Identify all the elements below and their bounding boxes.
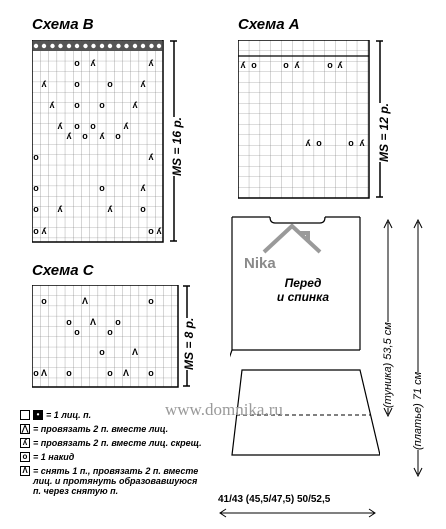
- legend-row-k2tog: [20, 424, 203, 434]
- svg-text:ʎ: ʎ: [305, 138, 311, 148]
- svg-text:Λ: Λ: [81, 296, 89, 306]
- scheme-c-grid: [32, 285, 182, 390]
- tunic-height-label: (туника) 53,5 см: [382, 322, 394, 408]
- svg-text:Λ: Λ: [89, 317, 97, 327]
- svg-text:o: o: [107, 79, 113, 89]
- svg-text:ʎ: ʎ: [66, 131, 72, 141]
- svg-text:o: o: [74, 79, 80, 89]
- scheme-c-ms-label: MS = 8 р.: [182, 317, 196, 370]
- legend-row-k2tog-tbl: [20, 438, 203, 448]
- svg-text:o: o: [74, 58, 80, 68]
- svg-text:ʎ: ʎ: [123, 121, 129, 131]
- svg-text:ʎ: ʎ: [140, 183, 146, 193]
- svg-text:Λ: Λ: [122, 368, 130, 378]
- svg-text:ʎ: ʎ: [240, 60, 246, 70]
- svg-text:ʎ: ʎ: [107, 204, 113, 214]
- svg-text:ʎ: ʎ: [41, 226, 47, 236]
- empty-cell-icon: [20, 410, 30, 420]
- site-watermark: www.domnika.ru: [165, 400, 283, 419]
- svg-text:ʎ: ʎ: [156, 226, 162, 236]
- sk2p-icon: Λ: [20, 466, 30, 476]
- svg-text:o: o: [33, 152, 39, 162]
- svg-text:o: o: [33, 368, 39, 378]
- width-arrow: [218, 508, 378, 518]
- scheme-b-grid: [32, 40, 167, 245]
- legend-row-sk2p: [20, 466, 203, 496]
- svg-text:ʎ: ʎ: [337, 60, 343, 70]
- svg-text:ʎ: ʎ: [148, 58, 154, 68]
- svg-text:o: o: [66, 317, 72, 327]
- svg-text:o: o: [348, 138, 354, 148]
- scheme-a-ms-label: MS = 12 р.: [377, 102, 391, 162]
- svg-text:o: o: [148, 296, 154, 306]
- svg-text:Λ: Λ: [40, 368, 48, 378]
- svg-text:o: o: [316, 138, 322, 148]
- svg-text:ʎ: ʎ: [57, 204, 63, 214]
- legend-text-k2tog-tbl: = провязать 2 п. вместе лиц. скрещ.: [33, 438, 202, 448]
- svg-text:ʎ: ʎ: [132, 100, 138, 110]
- legend-text-sk2p: = снять 1 п., провязать 2 п. вместе лиц. и протянуть образовавшуюся п. через снятую п.: [33, 466, 199, 496]
- svg-text:o: o: [107, 368, 113, 378]
- svg-text:o: o: [74, 327, 80, 337]
- svg-text:o: o: [283, 60, 289, 70]
- scheme-b-ms-label: MS = 16 р.: [170, 116, 184, 176]
- legend-text-k2tog: = провязать 2 п. вместе лиц.: [33, 424, 169, 434]
- svg-text:ʎ: ʎ: [148, 152, 154, 162]
- svg-text:o: o: [82, 131, 88, 141]
- svg-text:ʎ: ʎ: [57, 121, 63, 131]
- svg-text:o: o: [33, 204, 39, 214]
- svg-text:o: o: [327, 60, 333, 70]
- svg-text:ʎ: ʎ: [359, 138, 365, 148]
- svg-text:o: o: [107, 327, 113, 337]
- k2tog-icon: ⋀: [21, 424, 29, 433]
- svg-text:ʎ: ʎ: [41, 79, 47, 89]
- legend-text-yo: = 1 накид: [33, 452, 75, 462]
- svg-text:o: o: [74, 100, 80, 110]
- svg-text:o: o: [33, 226, 39, 236]
- panel-label: Перед и спинка: [276, 276, 330, 304]
- svg-text:o: o: [148, 368, 154, 378]
- svg-text:o: o: [74, 121, 80, 131]
- legend-text-knit: = 1 лиц. п.: [46, 410, 92, 420]
- svg-text:ʎ: ʎ: [294, 60, 300, 70]
- legend-row-yo: [20, 452, 203, 462]
- scheme-a-grid: [238, 40, 373, 202]
- svg-text:o: o: [33, 183, 39, 193]
- svg-text:o: o: [140, 204, 146, 214]
- nika-logo: Nika: [244, 255, 276, 272]
- k2tog-tbl-icon: ʎ: [20, 438, 30, 448]
- svg-text:ʎ: ʎ: [99, 131, 105, 141]
- svg-text:ʎ: ʎ: [49, 100, 55, 110]
- svg-text:o: o: [115, 317, 121, 327]
- svg-text:o: o: [99, 347, 105, 357]
- svg-text:ʎ: ʎ: [90, 58, 96, 68]
- yarn-over-icon: o: [20, 452, 30, 462]
- scheme-a-title: Схема A: [238, 16, 300, 33]
- svg-text:o: o: [90, 121, 96, 131]
- scheme-c-title: Схема C: [32, 262, 94, 279]
- dot-cell-icon: •: [33, 410, 43, 420]
- svg-text:o: o: [251, 60, 257, 70]
- dress-height-label: (платье) 71 см: [412, 371, 424, 450]
- svg-text:Λ: Λ: [131, 347, 139, 357]
- svg-text:ʎ: ʎ: [140, 79, 146, 89]
- svg-text:o: o: [115, 131, 121, 141]
- svg-text:o: o: [148, 226, 154, 236]
- scheme-b-title: Схема B: [32, 16, 94, 33]
- house-logo-icon: [262, 222, 324, 262]
- svg-text:o: o: [99, 100, 105, 110]
- width-sizes-label: 41/43 (45,5/47,5) 50/52,5: [218, 494, 331, 505]
- legend-row-knit: [20, 410, 166, 420]
- svg-text:o: o: [66, 368, 72, 378]
- svg-text:o: o: [99, 183, 105, 193]
- svg-text:o: o: [41, 296, 47, 306]
